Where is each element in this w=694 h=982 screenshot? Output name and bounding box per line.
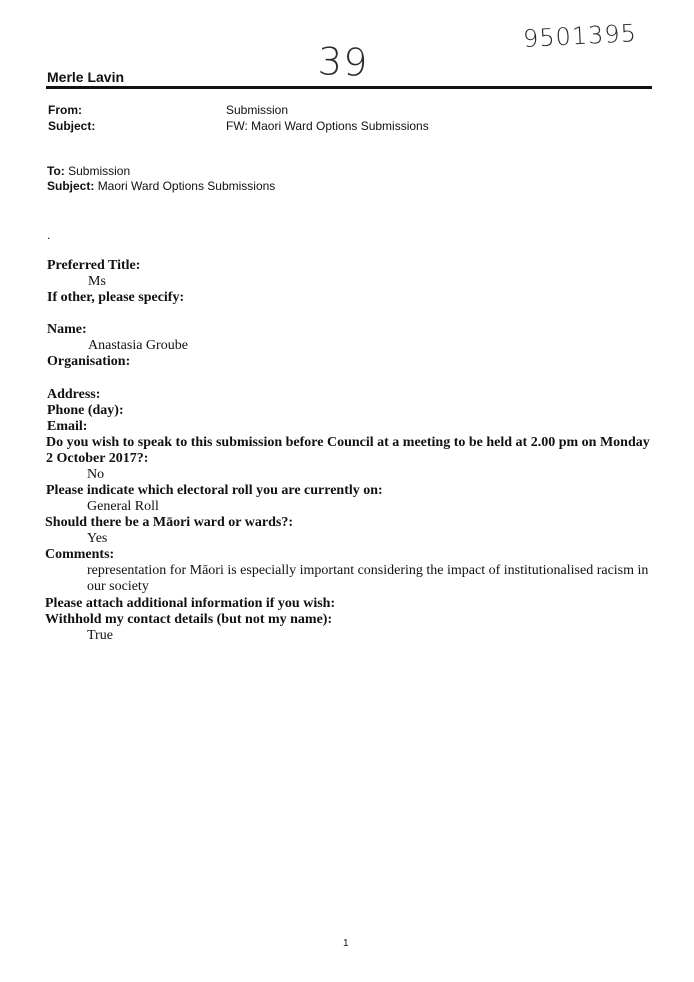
if-other-question: If other, please specify: bbox=[47, 290, 185, 305]
phone-question: Phone (day): bbox=[47, 403, 124, 418]
preferred-title-question: Preferred Title: bbox=[47, 258, 141, 273]
maori-ward-answer: Yes bbox=[87, 531, 108, 546]
address-question: Address: bbox=[47, 387, 101, 402]
handwritten-reference-number: 9501395 bbox=[522, 19, 638, 53]
from-value: Submission bbox=[226, 103, 289, 117]
withhold-details-question: Withhold my contact details (but not my name): bbox=[45, 612, 333, 627]
subject-label: Subject: bbox=[48, 119, 96, 133]
organisation-question: Organisation: bbox=[47, 354, 131, 369]
comments-answer-line2: our society bbox=[87, 579, 149, 594]
comments-question: Comments: bbox=[45, 547, 115, 562]
maori-ward-question: Should there be a Māori ward or wards?: bbox=[45, 515, 293, 530]
forwarded-subject-label: Subject: bbox=[47, 179, 95, 193]
forwarded-subject-line bbox=[47, 179, 275, 193]
page-number: 1 bbox=[343, 938, 349, 949]
name-question: Name: bbox=[47, 322, 87, 337]
withhold-details-answer: True bbox=[87, 628, 113, 643]
comments-answer-line1: representation for Māori is especially important considering the impact of institutionalised racism in bbox=[87, 563, 649, 578]
speak-question-line1: Do you wish to speak to this submission before Council at a meeting to be held at 2.00 pm on Monday bbox=[46, 435, 650, 450]
subject-value: FW: Maori Ward Options Submissions bbox=[226, 119, 429, 133]
speak-answer: No bbox=[87, 467, 105, 482]
to-value: Submission bbox=[68, 164, 131, 178]
electoral-roll-answer: General Roll bbox=[87, 499, 159, 514]
from-label: From: bbox=[48, 103, 82, 117]
handwritten-page-mark: 39 bbox=[317, 39, 370, 85]
speak-question-line2: 2 October 2017?: bbox=[46, 451, 149, 466]
forwarded-subject-value: Maori Ward Options Submissions bbox=[97, 179, 276, 193]
preferred-title-answer: Ms bbox=[88, 274, 106, 289]
email-question: Email: bbox=[47, 419, 88, 434]
to-line bbox=[47, 164, 130, 178]
sender-name: Merle Lavin bbox=[47, 69, 125, 85]
attach-info-question: Please attach additional information if you wish: bbox=[45, 596, 336, 611]
header-divider bbox=[46, 86, 652, 89]
to-label: To: bbox=[47, 164, 65, 178]
name-answer: Anastasia Groube bbox=[88, 338, 188, 353]
electoral-roll-question: Please indicate which electoral roll you are currently on: bbox=[46, 483, 383, 498]
separator-dot: . bbox=[47, 228, 51, 242]
